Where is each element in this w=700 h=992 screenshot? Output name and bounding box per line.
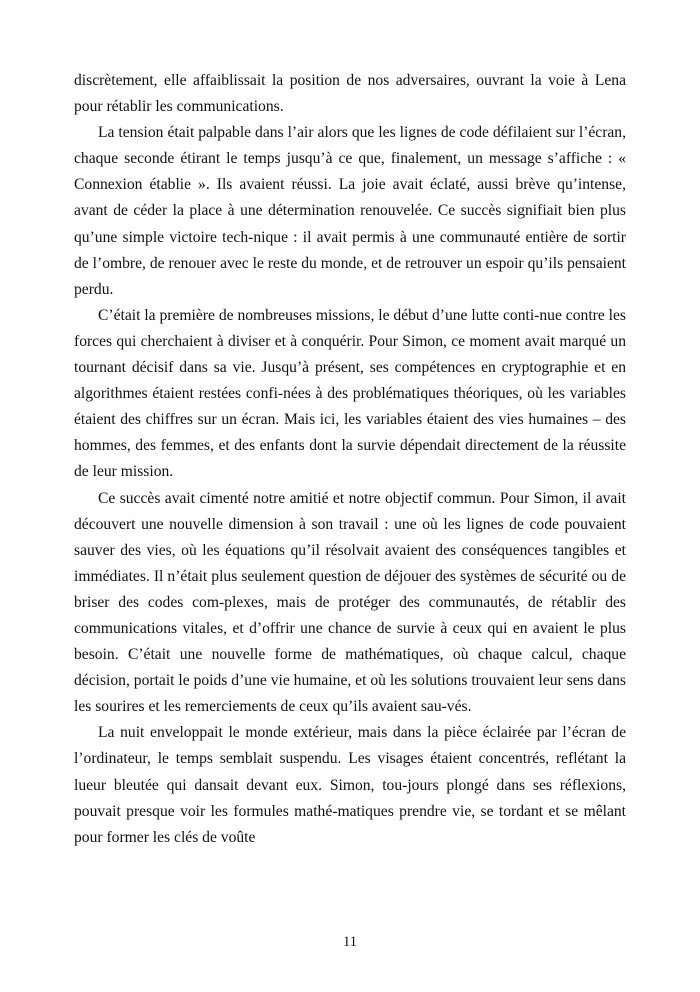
paragraph-2: La tension était palpable dans l’air alors que les lignes de code défilaient sur l’écran, chaque seconde étirant le temps jusqu’à ce que, finalement, un message s’affiche : « Connexion établie ». Ils avaient réussi. La joie avait éclaté, aussi brève qu’intense, avant de céder la place à une détermination renouvelée. Ce succès signifiait bien plus qu’une simple victoire tech-nique : il avait permis à une communauté entière de sortir de l’ombre, de renouer avec le reste du monde, et de retrouver un espoir qu’ils pensaient perdu. <box>74 124 626 298</box>
paragraph-5: La nuit enveloppait le monde extérieur, mais dans la pièce éclairée par l’écran de l’ordinateur, le temps semblait suspendu. Les visages étaient concentrés, reflétant la lueur bleutée qui dansait devant eux. Simon, tou-jours plongé dans ses réflexions, pouvait presque voir les formules mathé-matiques prendre vie, se tordant et se mêlant pour former les clés de voûte <box>74 724 626 846</box>
page-number: 11 <box>343 934 357 950</box>
body-text-column <box>74 68 626 851</box>
paragraph-1: discrètement, elle affaiblissait la position de nos adversaires, ouvrant la voie à Lena pour rétablir les communications. <box>74 72 626 116</box>
paragraph-3: C’était la première de nombreuses missions, le début d’une lutte conti-nue contre les forces qui cherchaient à diviser et à conquérir. Pour Simon, ce moment avait marqué un tournant décisif dans sa vie. Jusqu’à présent, ses compétences en cryptographie et en algorithmes étaient restées confi-nées à des problématiques théoriques, où les variables étaient des chiffres sur un écran. Mais ici, les variables étaient des vies humaines – des hommes, des femmes, et des enfants dont la survie dépendait directement de la réussite de leur mission. <box>74 306 626 481</box>
paragraph-4: Ce succès avait cimenté notre amitié et notre objectif commun. Pour Simon, il avait découvert une nouvelle dimension à son travail : une où les lignes de code pouvaient sauver des vies, où les équations qu’il résolvait avaient des conséquences tangibles et immédiates. Il n’était plus seulement question de déjouer des systèmes de sécurité ou de briser des codes com-plexes, mais de protéger des communautés, de rétablir des communications vitales, et d’offrir une chance de survie à ceux qui en avaient le plus besoin. C’était une nouvelle forme de mathématiques, où chaque calcul, chaque décision, portait le poids d’une vie humaine, et où les solutions trouvaient leur sens dans les sourires et les remerciements de ceux qu’ils avaient sau-vés. <box>74 489 626 716</box>
